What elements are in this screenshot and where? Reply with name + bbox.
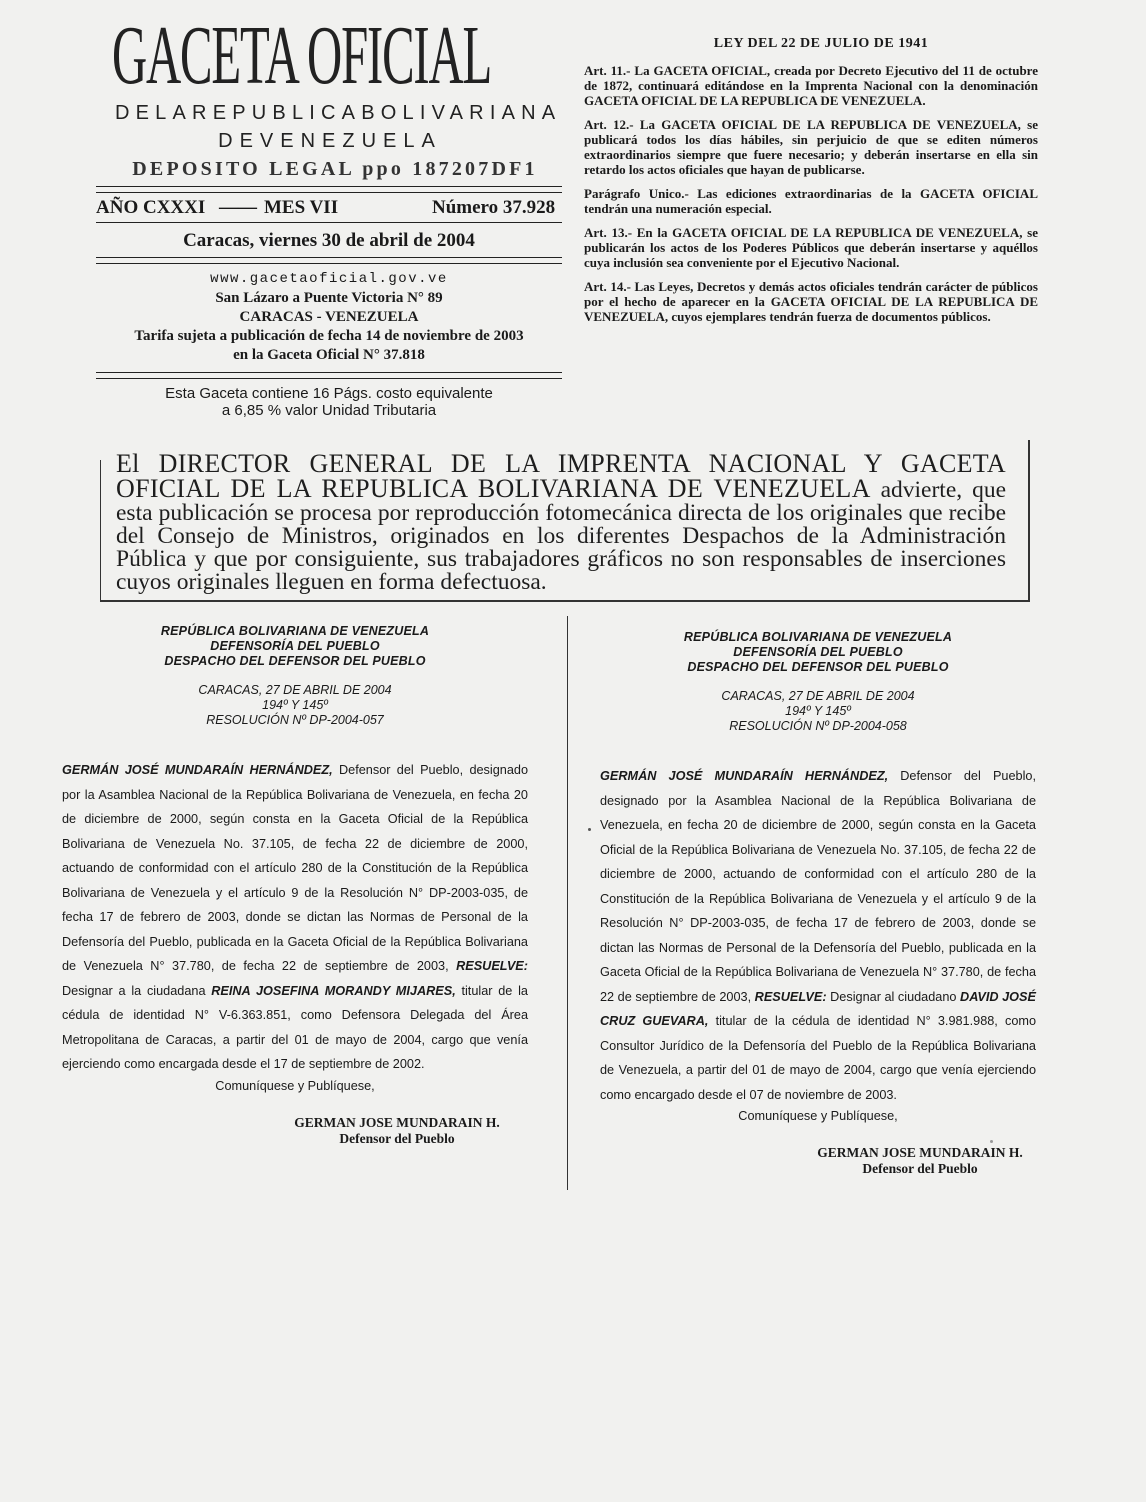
law-paragrafo-unico: Parágrafo Unico.- Las ediciones extraordinarias de la GACETA OFICIAL tendrán una numeración especial.: [584, 186, 1038, 216]
resolution-signer: GERMÁN JOSÉ MUNDARAÍN HERNÁNDEZ,: [600, 769, 889, 783]
masthead-rule-bottom: [96, 372, 562, 373]
resolution-signature: [252, 1115, 542, 1147]
resolution-058: [600, 630, 1036, 1177]
resolution-number: RESOLUCIÓN Nº DP-2004-058: [729, 719, 907, 733]
masthead-rule-date: [96, 257, 562, 258]
resolution-body-part3: titular de la cédula de identidad N° V-6.363.851, como Defensora Delegada del Área Metropolitana de Caracas, a partir del 01 de mayo de 2004, cargo que venía ejerciendo como encargada desde el 17 de septiembre de 2002.: [62, 983, 528, 1071]
law-article-11: Art. 11.- La GACETA OFICIAL, creada por Decreto Ejecutivo del 11 de octubre de 1872, continuará editándose en la Imprenta Nacional con la denominación GACETA OFICIAL DE LA REPUBLICA DE VENEZUELA.: [584, 63, 1038, 108]
publisher-city: CARACAS - VENEZUELA: [239, 309, 419, 325]
resolution-appointee: REINA JOSEFINA MORANDY MIJARES,: [211, 983, 456, 998]
masthead-rule-bottom-2: [96, 378, 562, 379]
signature-name: GERMAN JOSE MUNDARAIN H.: [294, 1114, 500, 1130]
masthead-rule-top-2: [96, 192, 562, 193]
issue-separator: ——: [219, 197, 257, 218]
masthead-rule-date-2: [96, 263, 562, 264]
director-notice: [116, 449, 1006, 595]
publisher-address: San Lázaro a Puente Victoria N° 89: [215, 290, 443, 306]
signature-title: Defensor del Pueblo: [862, 1161, 978, 1176]
publisher-info: [96, 270, 562, 365]
issue-date: Caracas, viernes 30 de abril de 2004: [183, 230, 475, 251]
law-article-12: Art. 12.- La GACETA OFICIAL DE LA REPUBLICA DE VENEZUELA, se publicará todos los días hábiles, sin perjuicio de que se editen números extraordinarios siempre que fuere necesario; y deberán insertarse en ella sin retardo los actos oficiales que hayan de publicarse.: [584, 117, 1038, 177]
signature-name: GERMAN JOSE MUNDARAIN H.: [817, 1145, 1023, 1160]
resolution-place-date: CARACAS, 27 DE ABRIL DE 2004: [198, 683, 392, 697]
resolution-header-defensoria: DEFENSORÍA DEL PUEBLO: [733, 645, 903, 659]
masthead-title: GACETA OFICIAL: [112, 9, 492, 102]
masthead-subtitle-line2: DEVENEZUELA: [218, 130, 442, 152]
resolution-body-part3: titular de la cédula de identidad N° 3.981.988, como Consultor Jurídico de la Defensoría del Pueblo de la República Bolivariana de Venezuela, a partir del 01 de mayo de 2004, cargo que venía ejerciendo como encargado desde el 07 de noviembre de 2003.: [600, 1014, 1036, 1102]
law-article-13: Art. 13.- En la GACETA OFICIAL DE LA REPUBLICA DE VENEZUELA, se publicarán los actos de los Poderes Públicos que deberán insertarse y aquéllos cuya inclusión sea conveniente por el Ejecutivo Nacional.: [584, 225, 1038, 270]
resolution-header-despacho: DESPACHO DEL DEFENSOR DEL PUEBLO: [164, 654, 426, 668]
issue-number: Número 37.928: [432, 197, 556, 218]
resolution-body: [62, 758, 528, 1077]
resolution-number: RESOLUCIÓN Nº DP-2004-057: [206, 713, 384, 727]
resolution-signer: GERMÁN JOSÉ MUNDARAÍN HERNÁNDEZ,: [62, 763, 333, 777]
pages-line1: Esta Gaceta contiene 16 Págs. costo equivalente: [165, 385, 493, 402]
resolution-appointee: DAVID JOSÉ CRUZ GUEVARA,: [600, 989, 1036, 1028]
resolution-years: 194º Y 145º: [262, 698, 328, 712]
resolution-header-despacho: DESPACHO DEL DEFENSOR DEL PUEBLO: [687, 660, 949, 674]
pages-line2: a 6,85 % valor Unidad Tributaria: [221, 402, 437, 419]
law-article-14: Art. 14.- Las Leyes, Decretos y demás actos oficiales tendrán carácter de públicos por el hecho de aparecer en la GACETA OFICIAL DE LA REPUBLICA DE VENEZUELA, cuyos ejemplares tendrán fuerza de documentos públicos.: [584, 279, 1038, 324]
resolution-place-date: CARACAS, 27 DE ABRIL DE 2004: [721, 689, 915, 703]
resolution-body-part2: Designar a la ciudadana: [62, 983, 212, 998]
law-section: [584, 36, 1038, 333]
resolution-body-part2: Designar al ciudadano: [826, 989, 961, 1004]
resolution-body-part1: Defensor del Pueblo, designado por la Asamblea Nacional de la República Bolivariana de Venezuela, en fecha 20 de diciembre de 2000, según consta en la Gaceta Oficial de la República Bolivariana de Venezuela No. 37.105, de fecha 22 de diciembre de 2000, actuando de conformidad con el artículo 280 de la Constitución de la República Bolivariana de Venezuela y el artículo 9 de la Resolución N° DP-2003-035, de fecha 17 de febrero de 2003, donde se dictan las Normas de Personal de la Defensoría del Pueblo, publicada en la Gaceta Oficial de la República Bolivariana de Venezuela N° 37.780, de fecha 22 de septiembre de 2003,: [62, 763, 528, 973]
resolution-signature: [770, 1145, 1070, 1177]
resolution-body: [600, 764, 1036, 1107]
resolution-closing: Comuníquese y Publíquese,: [738, 1109, 898, 1123]
scan-speck: [588, 828, 591, 831]
tariff-line2: en la Gaceta Oficial N° 37.818: [233, 347, 425, 363]
issue-month: MES VII: [264, 197, 339, 218]
website-url: www.gacetaoficial.gov.ve: [210, 271, 448, 287]
scan-speck: [990, 1140, 993, 1143]
issue-year: AÑO CXXXI: [96, 197, 206, 218]
director-notice-lead: El DIRECTOR GENERAL DE LA IMPRENTA NACIONAL Y GACETA OFICIAL DE LA REPUBLICA BOLIVARIANA DE VENEZUELA: [116, 449, 1006, 503]
resolution-header-republic: REPÚBLICA BOLIVARIANA DE VENEZUELA: [160, 624, 430, 638]
signature-title: Defensor del Pueblo: [339, 1130, 455, 1146]
resolution-header-republic: REPÚBLICA BOLIVARIANA DE VENEZUELA: [683, 630, 953, 644]
resolution-closing: Comuníquese y Publíquese,: [215, 1078, 375, 1093]
law-heading: LEY DEL 22 DE JULIO DE 1941: [713, 36, 929, 51]
masthead-subtitle-line1: DELAREPUBLICABOLIVARIANA: [115, 102, 562, 124]
masthead-rule-mid: [96, 222, 562, 223]
resolution-years: 194º Y 145º: [785, 704, 851, 718]
deposito-legal: DEPOSITO LEGAL ppo 187207DF1: [132, 158, 538, 180]
resolution-body-part1: Defensor del Pueblo, designado por la Asamblea Nacional de la República Bolivariana de Venezuela, en fecha 20 de diciembre de 2000, según consta en la Gaceta Oficial de la República Bolivariana de Venezuela No. 37.105, de fecha 22 de diciembre de 2000, actuando de conformidad con el artículo 280 de la Constitución de la República Bolivariana de Venezuela y el artículo 9 de la Resolución N° DP-2003-035, de fecha 17 de febrero de 2003, donde se dictan las Normas de Personal de la Defensoría del Pueblo, publicada en la Gaceta Oficial de la República Bolivariana de Venezuela N° 37.780, de fecha 22 de septiembre de 2003,: [600, 769, 1036, 1004]
tariff-line1: Tarifa sujeta a publicación de fecha 14 de noviembre de 2003: [134, 328, 524, 344]
resolution-resuelve: RESUELVE:: [456, 959, 528, 973]
masthead-rule-top: [96, 186, 562, 187]
resolution-057: [62, 624, 528, 1147]
column-divider: [567, 616, 568, 1190]
resolution-resuelve: RESUELVE:: [754, 989, 827, 1004]
pages-cost-note: [96, 385, 562, 419]
resolution-header-defensoria: DEFENSORÍA DEL PUEBLO: [210, 639, 380, 653]
director-notice-text: advierte, que esta publicación se procesa por reproducción fotomecánica directa de los originales que recibe del Consejo de Ministros, originados en los diferentes Despachos de la Administración Pública y que por consiguiente, sus trabajadores gráficos no son responsables de inserciones cuyos originales lleguen en forma defectuosa.: [116, 477, 1006, 595]
